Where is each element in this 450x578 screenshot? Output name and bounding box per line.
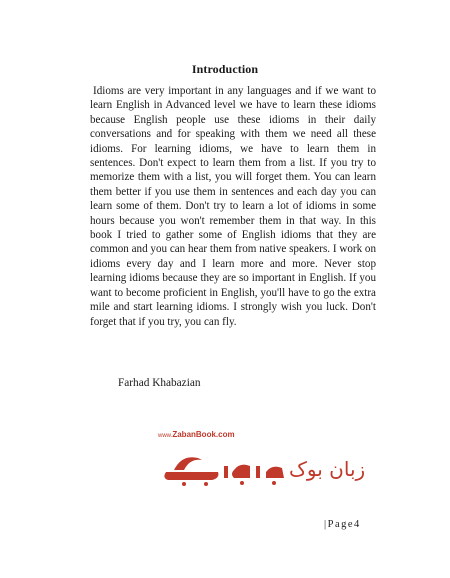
logo-persian-text: زبان بوک <box>289 457 366 481</box>
logo-url: www.ZabanBook.com <box>158 430 235 439</box>
introduction-paragraph: Idioms are very important in any languages and if we want to learn English in Advanced level we have to learn these idioms because English people use these idioms in their daily conversations and for speaking with them we need all these idioms. For learning idioms, we have to learn them in sentences. Don't expect to learn them from a list. If you try to memorize them with a list, you will forget them. You can learn them better if you use them in sentences and each day you can learn some of them. Don't try to learn a lot of idioms in some hours because you won't remember them in that way. In this book I tried to gather some of English idioms that they are common and you can hear them from native speakers. I work on idioms every day and I learn more and more. Never stop learning idioms because they are so important in English. If you want to become proficient in English, you'll have to go the extra mile and start learning idioms. I strongly wish you luck. Don't forget that if you try, you can fly. <box>90 85 376 328</box>
page-number: |Page4 <box>324 519 361 530</box>
author-name: Farhad Khabazian <box>118 377 201 389</box>
zabanbook-logo <box>154 428 366 488</box>
page-title: Introduction <box>191 62 259 76</box>
logo-mark <box>154 436 366 488</box>
